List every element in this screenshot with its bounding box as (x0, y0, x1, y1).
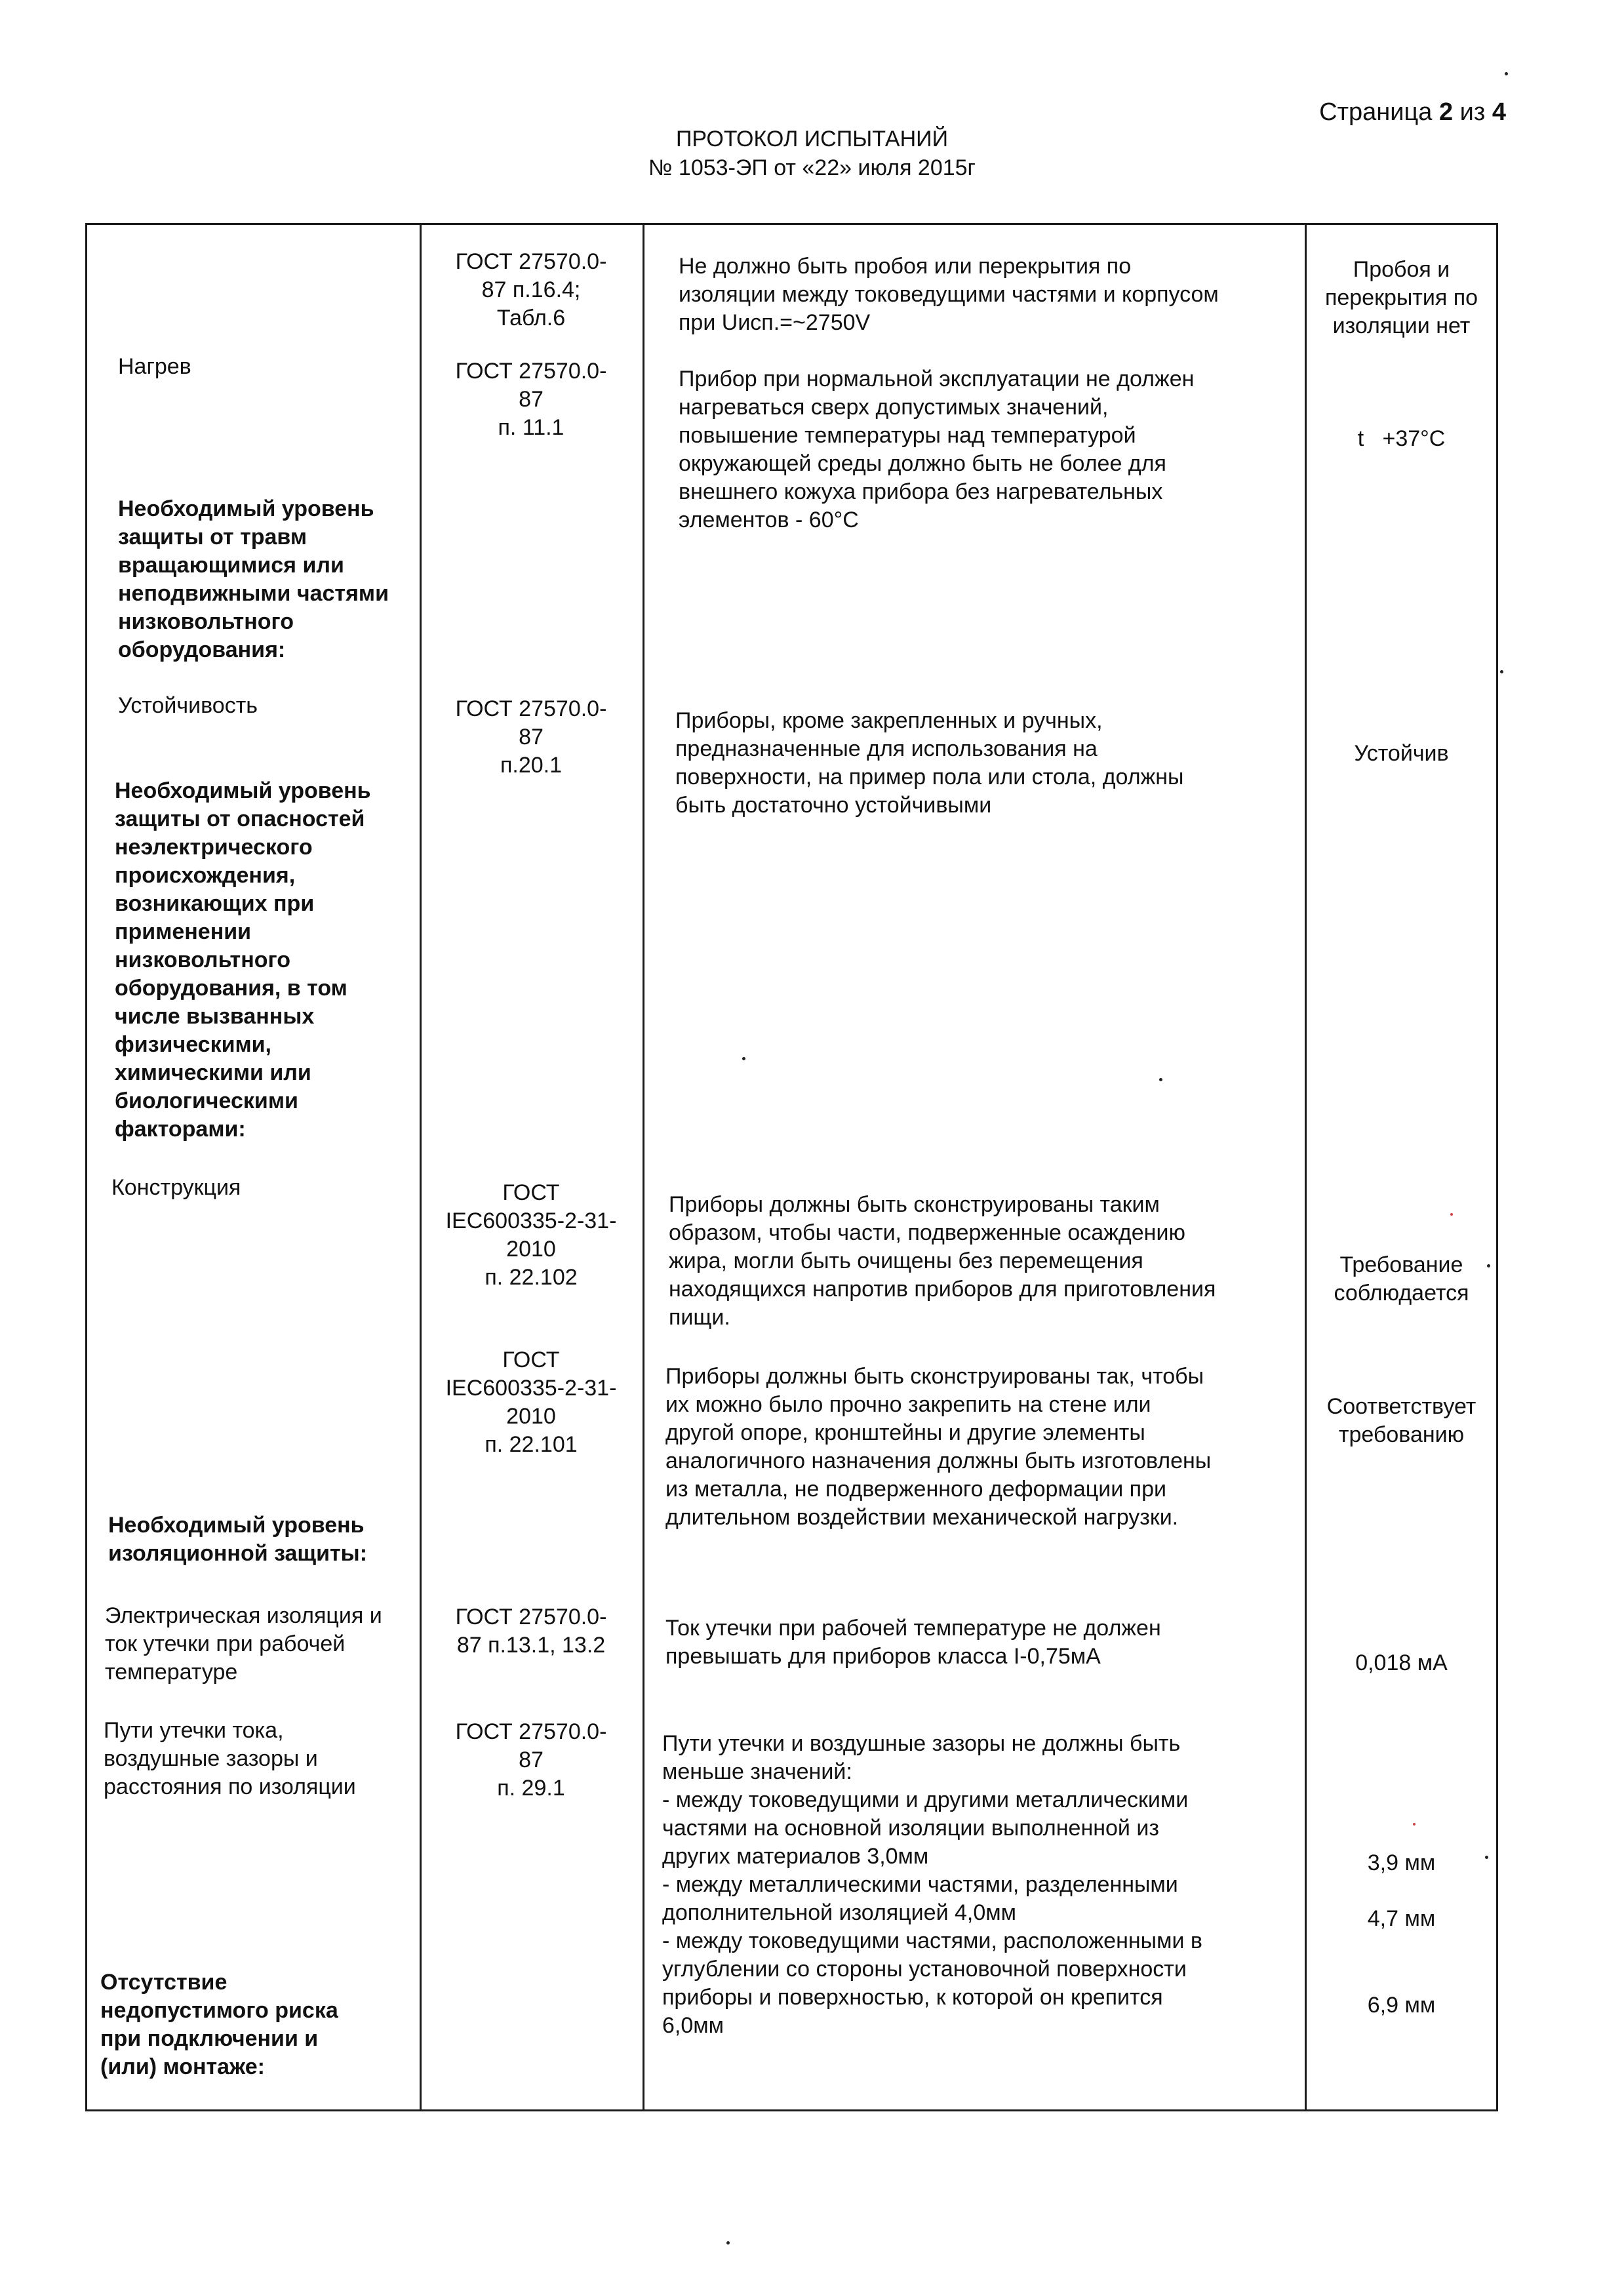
row3-requirement: Приборы, кроме закрепленных и ручных, предназначенные для использования на поверхности, на пример пола или стола, должны быть достаточно устойчивыми (675, 708, 1184, 818)
row2-name: Нагрев (118, 354, 191, 379)
row4-result: Требование соблюдается (1334, 1252, 1469, 1306)
row6-result: 0,018 мА (1355, 1650, 1448, 1675)
scan-speck (1487, 1264, 1490, 1267)
row3-name: Устойчивость (118, 693, 258, 718)
scan-speck (1485, 1856, 1488, 1859)
row7-result-3: 6,9 мм (1367, 1993, 1436, 2018)
row2-standard: ГОСТ 27570.0- 87 п. 11.1 (455, 359, 607, 440)
document-title: ПРОТОКОЛ ИСПЫТАНИЙ (675, 127, 949, 151)
scan-speck (1159, 1078, 1162, 1081)
row7-standard: ГОСТ 27570.0- 87 п. 29.1 (455, 1719, 607, 1801)
section4-heading: Отсутствие недопустимого риска при подключении и (или) монтаже: (100, 1970, 338, 2079)
column-divider-1 (420, 223, 422, 2111)
section3-heading: Необходимый уровень изоляционной защиты: (108, 1513, 368, 1566)
row7-result-1: 3,9 мм (1367, 1850, 1436, 1875)
row2-result: t +37°С (1357, 426, 1446, 451)
document-header (0, 125, 1624, 182)
row4-name: Конструкция (111, 1175, 241, 1200)
row4-requirement: Приборы должны быть сконструированы таким образом, чтобы части, подверженные осаждению жира, могли быть очищены без перемещения находящихся напротив приборов для приготовления пищи. (669, 1192, 1216, 1330)
row3-standard: ГОСТ 27570.0- 87 п.20.1 (455, 696, 607, 778)
row1-result: Пробоя и перекрытия по изоляции нет (1324, 257, 1478, 338)
row5-standard: ГОСТ IEC600335-2-31- 2010 п. 22.101 (445, 1347, 617, 1457)
row7-result-2: 4,7 мм (1367, 1906, 1436, 1931)
page-number-middle: из (1459, 98, 1486, 126)
scan-speck (1500, 670, 1503, 673)
scan-speck (1413, 1823, 1416, 1826)
row7-requirement: Пути утечки и воздушные зазоры не должны быть меньше значений: - между токоведущими и другими металлическими частями на основной изоляции выполненной из других материалов 3,0мм - между металлическими частями, разделенными дополнительной изоляцией 4,0мм - между токоведущими частями, расположенными в углублении со стороны установочной поверхности приборы и поверхностью, к которой он крепится 6,0мм (662, 1731, 1202, 2038)
scan-speck (742, 1057, 745, 1060)
row2-requirement: Прибор при нормальной эксплуатации не должен нагреваться сверх допустимых значений, повышение температуры над температурой окружающей среды должно быть не более для внешнего кожуха прибора без нагревательных элементов - 60°С (679, 367, 1195, 532)
scan-speck (1505, 72, 1508, 75)
row4-standard: ГОСТ IEC600335-2-31- 2010 п. 22.102 (445, 1180, 617, 1290)
section2-heading: Необходимый уровень защиты от опасностей неэлектрического происхождения, возникающих при применении низковольтного оборудования, в том числе вызванных физическими, химическими или биологическими факторами: (115, 778, 371, 1142)
section1-heading: Необходимый уровень защиты от травм вращающимися или неподвижными частями низковольтного оборудования: (118, 496, 389, 662)
row7-name: Пути утечки тока, воздушные зазоры и расстояния по изоляции (104, 1718, 356, 1799)
document-subtitle: № 1053-ЭП от «22» июля 2015г (648, 155, 976, 180)
scan-speck (1450, 1213, 1453, 1216)
page-number-prefix: Страница (1319, 98, 1433, 126)
row6-standard: ГОСТ 27570.0- 87 п.13.1, 13.2 (455, 1605, 607, 1658)
page-number-current: 2 (1438, 98, 1454, 126)
row1-standard: ГОСТ 27570.0- 87 п.16.4; Табл.6 (455, 249, 607, 330)
page-number-total: 4 (1492, 98, 1506, 126)
column-divider-2 (643, 223, 644, 2111)
row1-requirement: Не должно быть пробоя или перекрытия по изоляции между токоведущими частями и корпусом при Uисп.=~2750V (679, 254, 1219, 335)
row6-requirement: Ток утечки при рабочей температуре не должен превышать для приборов класса I-0,75мА (665, 1616, 1161, 1669)
column-divider-3 (1305, 223, 1307, 2111)
row5-requirement: Приборы должны быть сконструированы так, чтобы их можно было прочно закрепить на стене или другой опоре, кронштейны и другие элементы аналогичного назначения должны быть изготовлены из металла, не подверженного деформации при длительном воздействии механической нагрузки. (665, 1364, 1212, 1530)
row6-name: Электрическая изоляция и ток утечки при рабочей температуре (105, 1603, 382, 1685)
row5-result: Соответствует требованию (1326, 1394, 1476, 1447)
row3-result: Устойчив (1354, 741, 1449, 766)
scan-speck (726, 2241, 730, 2245)
page-number (1319, 98, 1506, 127)
